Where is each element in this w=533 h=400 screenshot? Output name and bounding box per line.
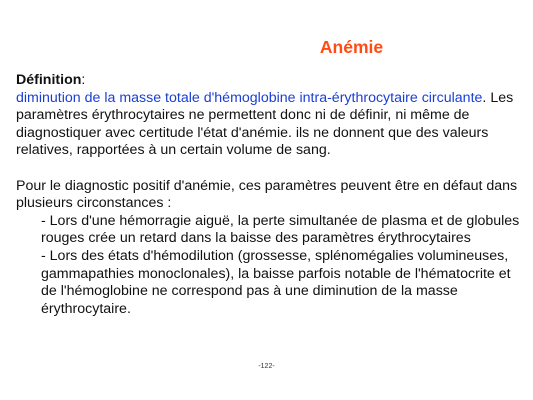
definition-heading-line <box>16 72 526 90</box>
page-number: -122- <box>258 363 275 370</box>
diagnostic-intro: Pour le diagnostic positif d'anémie, ces paramètres peuvent être en défaut dans plusieurs circonstances : <box>16 177 518 212</box>
definition-blue-text: diminution de la masse totale d'hémoglobine intra-érythrocytaire circulante <box>16 89 483 106</box>
body-text <box>16 72 526 318</box>
diagnostic-item-hemodilution: - Lors des états d'hémodilution (grossesse, splénomégalies volumineuses, gammapathies monoclonales), la baisse parfois notable de l'hématocrite et de l'hémoglobine ne correspond pas à une diminution de la masse érythrocytaire. <box>41 247 511 317</box>
paragraph-gap <box>16 160 526 178</box>
definition-rest-text: Les paramètres érythrocytaires ne permettent donc ni de définir, ni même de diagnostiquer avec certitude l'état d'anémie. ils ne donnent que des valeurs relatives, rapportées à un certain volume de sang. <box>16 89 514 159</box>
definition-paragraph <box>16 90 526 160</box>
page-title: Anémie <box>319 37 384 57</box>
diagnostic-item-hemorragie: - Lors d'une hémorragie aiguë, la perte simultanée de plasma et de globules rouges crée un retard dans la baisse des paramètres érythrocytaires <box>41 212 520 247</box>
definition-label: Définition <box>16 72 82 88</box>
definition-period: . <box>482 89 487 106</box>
definition-colon: : <box>81 72 86 88</box>
